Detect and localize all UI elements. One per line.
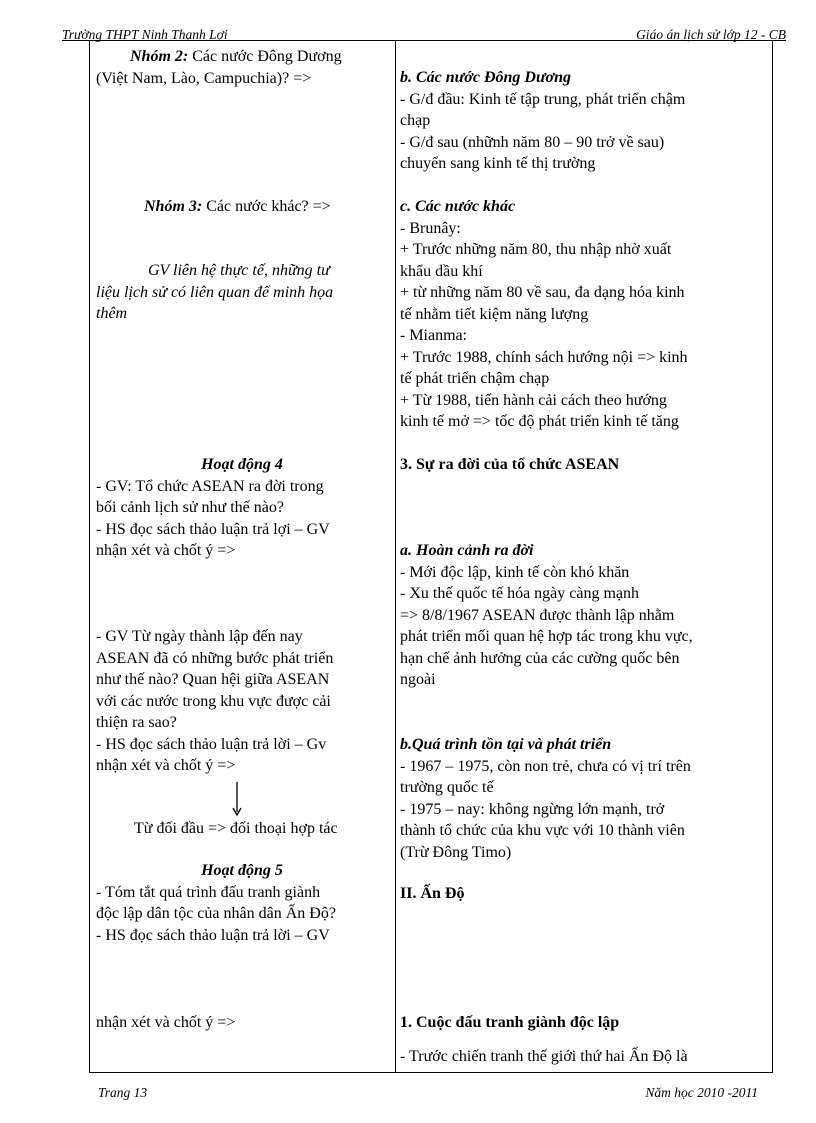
section-ii-india [400, 883, 760, 905]
group2-text: Các nước Đông Dương [188, 48, 342, 65]
group3-question [96, 196, 388, 218]
page-number: Trang 13 [98, 1085, 148, 1100]
page-footer [98, 1082, 758, 1104]
section-c-others: c. Các nước khác - Brunây: + Trước những năm 80, thu nhập nhờ xuất khẩu dầu khí + từ những năm 80 về sau, đa dạng hóa kinh tế nhằm tiết kiệm năng lượng - Mianma: + Trước 1988, chính sách hướng nội => kinh tế phát triển chậm chạp + Từ 1988, tiến hành cải cách theo hướng kinh tế mở => tốc độ phát triển kinh tế tăng [400, 196, 760, 433]
group2-question [96, 46, 388, 89]
section-3-asean [400, 454, 760, 476]
activity-5: Hoạt động 5 - Tóm tắt quá trình đấu tranh giành độc lập dân tộc của nhân dân Ấn Độ? - HS đọc sách thảo luận trả lời – GV [96, 860, 388, 946]
group3-label: Nhóm 3: [144, 198, 203, 215]
school-name: Trường THPT Ninh Thạnh Lợi [62, 27, 228, 42]
activity-5-title: Hoạt động 5 [201, 862, 283, 879]
section-ii-title: II. Ấn Độ [400, 885, 465, 902]
page-header [62, 24, 786, 41]
group2-label: Nhóm 2: [130, 48, 189, 65]
group3-text: Các nước khác? => [202, 198, 331, 215]
section-a-context: a. Hoàn cảnh ra đời - Mới độc lập, kinh tế còn khó khăn - Xu thế quốc tế hóa ngày càng mạnh => 8/8/1967 ASEAN được thành lập nhằm phát triển mối quan hệ hợp tác trong khu vực, hạn chế ảnh hưởng của các cường quốc bên ngoài [400, 540, 760, 691]
section-1-independence: 1. Cuộc đấu tranh giành độc lập - Trước chiến tranh thế giới thứ hai Ấn Độ là [400, 1012, 760, 1067]
section-b-indochina: b. Các nước Đông Dương - G/đ đầu: Kinh tế tập trung, phát triển chậm chạp - G/đ sau (nhữnh năm 80 – 90 trở về sau) chuyển sang kinh tế thị trường [400, 67, 760, 175]
section-b-title: b. Các nước Đông Dương [400, 69, 572, 86]
section-b2-title: b.Quá trình tồn tại và phát triển [400, 736, 612, 753]
school-year: Năm học 2010 -2011 [645, 1085, 758, 1100]
section-b-development: b.Quá trình tồn tại và phát triển - 1967 – 1975, còn non trẻ, chưa có vị trí trên trường quốc tế - 1975 – nay: không ngừng lớn mạnh, trở thành tổ chức của khu vực với 10 thành viên (Trừ Đông Timo) [400, 734, 760, 863]
section-1-title: 1. Cuộc đấu tranh giành độc lập [400, 1014, 620, 1031]
activity-4: Hoạt động 4 - GV: Tổ chức ASEAN ra đời trong bối cảnh lịch sử như thế nào? - HS đọc sách thảo luận trả lợi – GV nhận xét và chốt ý => [96, 454, 388, 562]
activity-5-conclusion: nhận xét và chốt ý => [96, 1014, 236, 1031]
activity-4-question-2: - GV Từ ngày thành lập đến nay ASEAN đã có những bước phát triển như thế nào? Quan hệi giữa ASEAN với các nước trong khu vực được cải thiện ra sao? - HS đọc sách thảo luận trả lời – Gv nhận xét và chốt ý => [96, 628, 334, 774]
teacher-note: GV liên hệ thực tế, những tư liệu lịch sử có liên quan để minh họa thêm [96, 262, 334, 322]
section-a-title: a. Hoàn cảnh ra đời [400, 542, 534, 559]
activity-4-title: Hoạt động 4 [201, 456, 283, 473]
section-3-title: 3. Sự ra đời của tổ chức ASEAN [400, 456, 620, 473]
conclusion-note: Từ đối đầu => đối thoại hợp tác [134, 820, 338, 837]
column-divider [395, 41, 396, 1073]
down-arrow-icon [231, 782, 243, 816]
document-title: Giáo án lịch sử lớp 12 - CB [636, 27, 786, 42]
section-c-title: c. Các nước khác [400, 198, 516, 215]
group2-text-2: (Việt Nam, Lào, Campuchia)? => [96, 69, 312, 87]
